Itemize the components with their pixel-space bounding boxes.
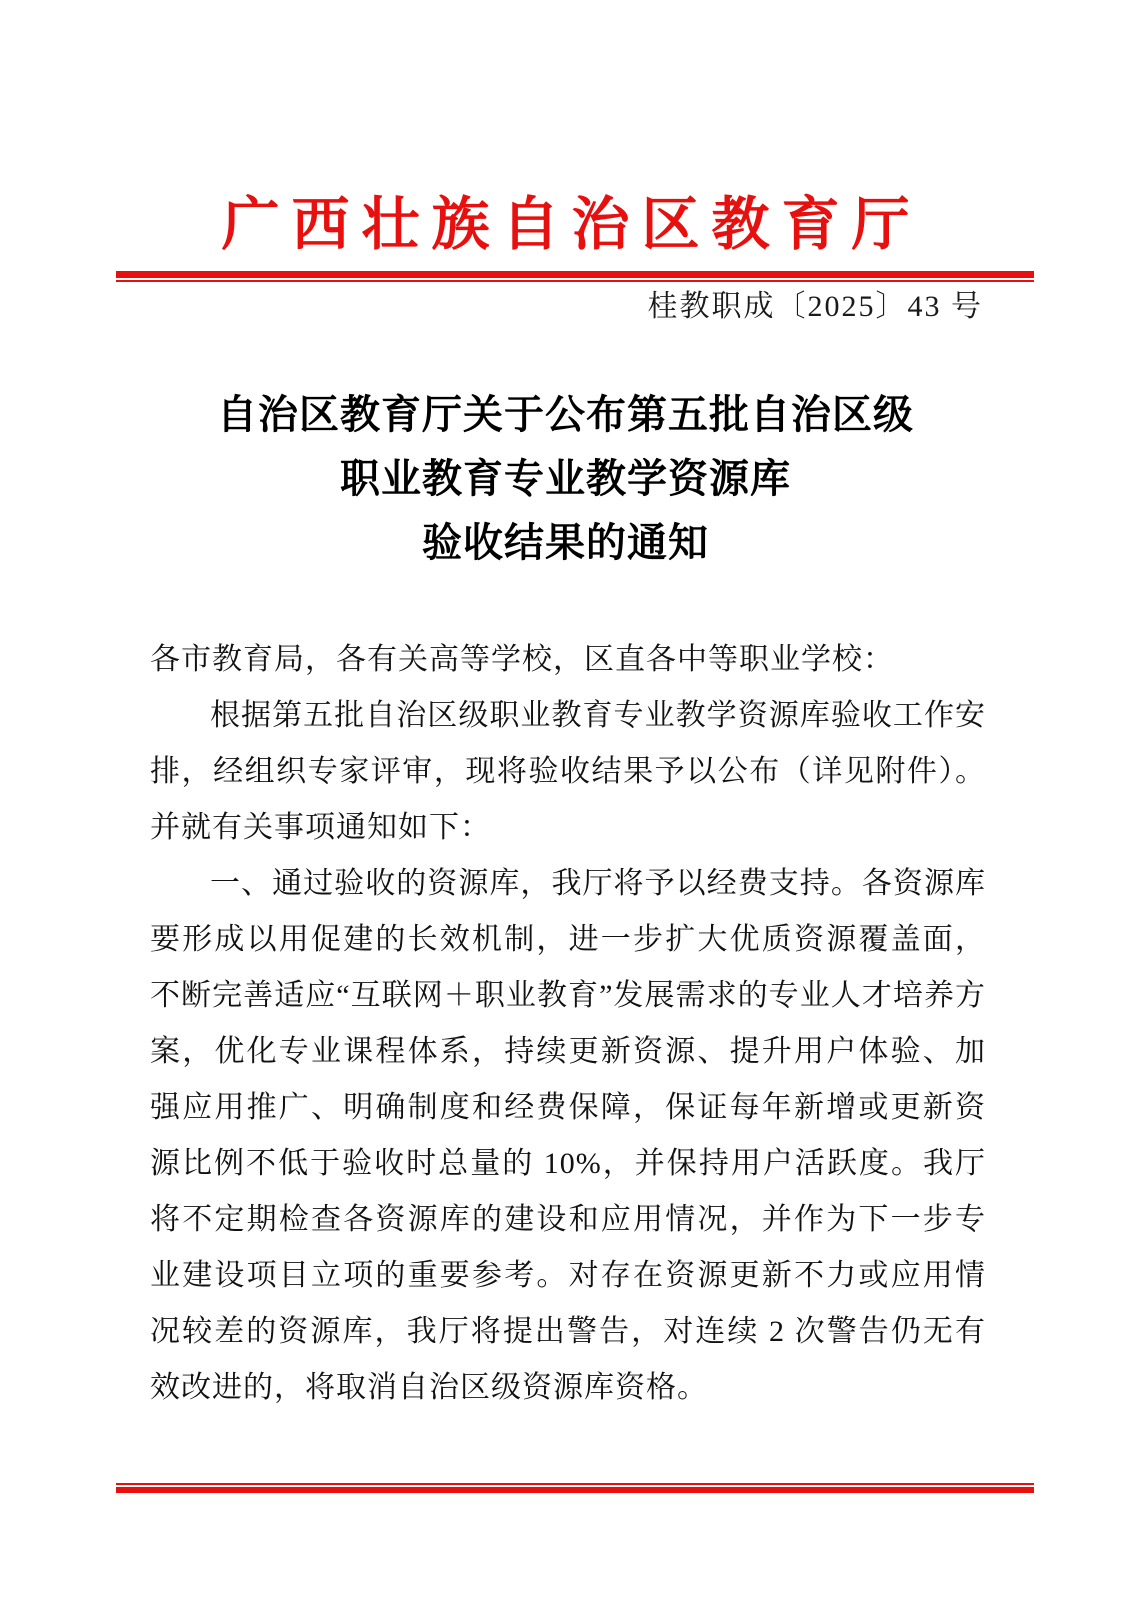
divider-thin-line xyxy=(116,280,1034,282)
title-line-1: 自治区教育厅关于公布第五批自治区级 xyxy=(217,393,914,437)
footer-divider xyxy=(116,1483,1034,1493)
divider-thick-line xyxy=(116,271,1034,278)
salutation-line: 各市教育局，各有关高等学校，区直各中等职业学校： xyxy=(150,643,894,676)
body-paragraph: 一、通过验收的资源库，我厅将予以经费支持。各资源库要形成以用促建的长效机制，进一步扩大优质资源覆盖面，不断完善适应“互联网＋职业教育”发展需求的专业人才培养方案，优化专业课程体系，持续更新资源、提升用户体验、加强应用推广、明确制度和经费保障，保证每年新增或更新资源比例不低于验收时总量的 10%，并保持用户活跃度。我厅将不定期检查各资源库的建设和应用情况，并作为下一步专业建设项目立项的重要参考。对存在资源更新不力或应用情况较差的资源库，我厅将提出警告，对连续 2 次警告仍无有效改进的，将取消自治区级资源库资格。 xyxy=(150,867,986,1404)
body-paragraph: 根据第五批自治区级职业教育专业教学资源库验收工作安排，经组织专家评审，现将验收结果予以公布（详见附件）。并就有关事项通知如下： xyxy=(150,699,986,844)
document-title xyxy=(0,383,1131,575)
letterhead-org-name: 广西壮族自治区教育厅 xyxy=(221,192,922,257)
document-number: 桂教职成〔2025〕43 号 xyxy=(647,290,983,323)
letterhead-divider xyxy=(116,271,1034,282)
document-body xyxy=(150,632,986,1416)
divider-thick-line xyxy=(116,1487,1034,1493)
title-line-3: 验收结果的通知 xyxy=(422,521,709,565)
title-line-2: 职业教育专业教学资源库 xyxy=(340,457,791,501)
